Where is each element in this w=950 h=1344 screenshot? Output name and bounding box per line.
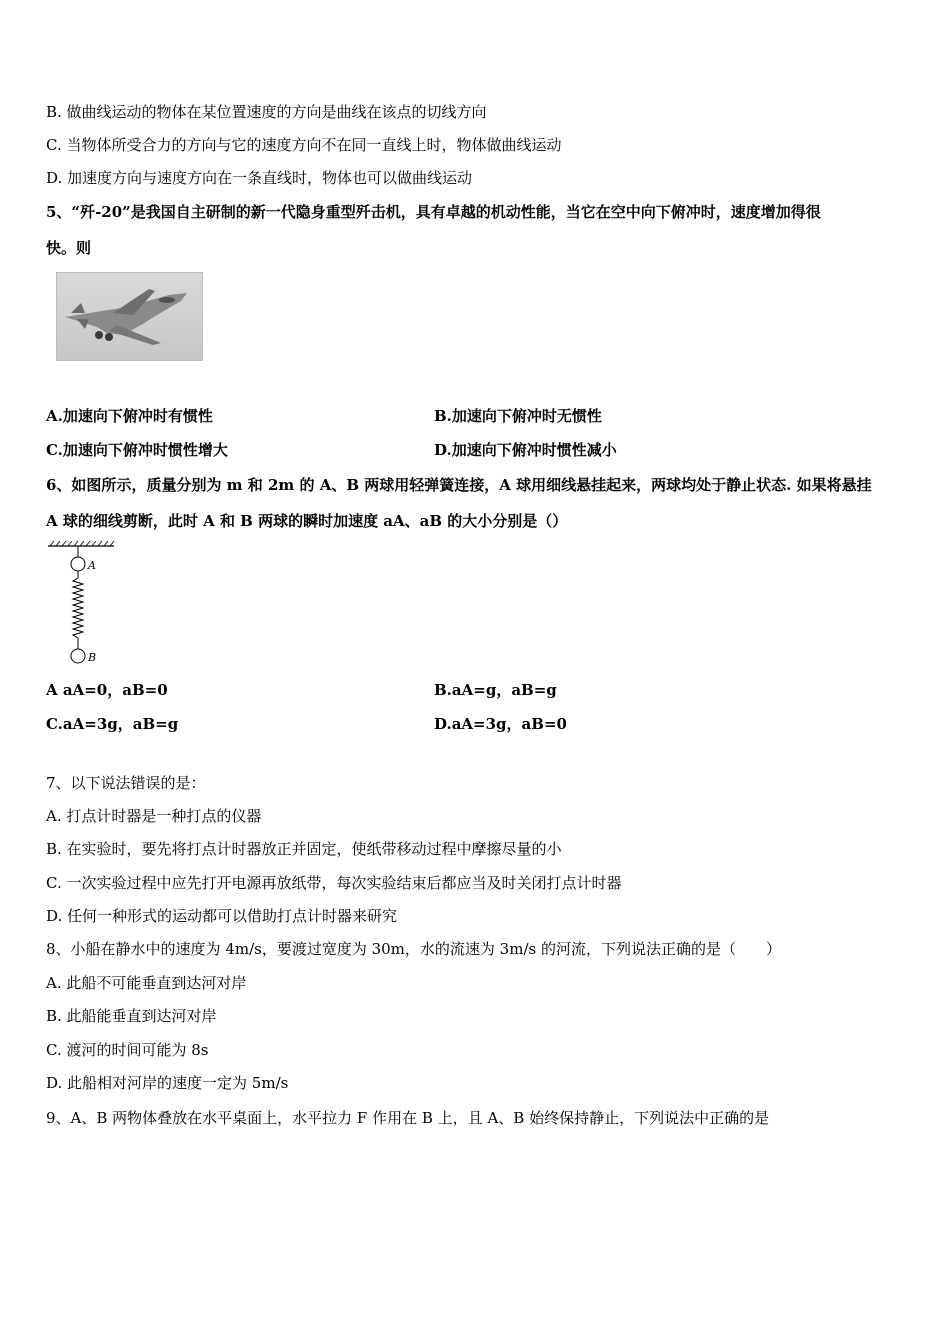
q6-option-b: B.aA=g，aB=g — [434, 681, 557, 699]
q6-option-d: D.aA=3g，aB=0 — [434, 715, 567, 733]
label-ball-b: B — [88, 651, 97, 664]
q6-option-a: A aA=0，aB=0 — [46, 681, 168, 699]
q8-stem: 8、小船在静水中的速度为 4m/s，要渡过宽度为 30m，水的流速为 3m/s 的河流，下列说法正确的是（ ） — [46, 940, 781, 958]
q8-option-d: D. 此船相对河岸的速度一定为 5m/s — [46, 1074, 289, 1092]
q4-option-b: B. 做曲线运动的物体在某位置速度的方向是曲线在该点的切线方向 — [46, 103, 487, 121]
q8-option-b: B. 此船能垂直到达河对岸 — [46, 1007, 217, 1025]
spring-ball-diagram — [46, 540, 126, 670]
fighter-jet-image — [56, 272, 203, 361]
label-ball-a: A — [88, 559, 96, 572]
q4-option-c: C. 当物体所受合力的方向与它的速度方向不在同一直线上时，物体做曲线运动 — [46, 136, 562, 154]
q6-stem-line2: A 球的细线剪断，此时 A 和 B 两球的瞬时加速度 aA、aB 的大小分别是（） — [46, 512, 568, 530]
q8-option-a: A. 此船不可能垂直到达河对岸 — [46, 974, 247, 992]
q5-option-d: D.加速向下俯冲时惯性减小 — [434, 441, 617, 459]
q5-option-a: A.加速向下俯冲时有惯性 — [46, 407, 213, 425]
q9-stem: 9、A、B 两物体叠放在水平桌面上，水平拉力 F 作用在 B 上，且 A、B 始终保持静止，下列说法中正确的是 — [46, 1109, 770, 1127]
q6-option-c: C.aA=3g，aB=g — [46, 715, 179, 733]
q5-stem-line2: 快。则 — [46, 239, 92, 257]
q4-option-d: D. 加速度方向与速度方向在一条直线时，物体也可以做曲线运动 — [46, 169, 473, 187]
q5-option-c: C.加速向下俯冲时惯性增大 — [46, 441, 228, 459]
q7-option-a: A. 打点计时器是一种打点的仪器 — [46, 807, 262, 825]
q7-option-d: D. 任何一种形式的运动都可以借助打点计时器来研究 — [46, 907, 398, 925]
q7-option-b: B. 在实验时，要先将打点计时器放正并固定，使纸带移动过程中摩擦尽量的小 — [46, 840, 562, 858]
q5-stem-line1: 5、“歼-20”是我国自主研制的新一代隐身重型歼击机，具有卓越的机动性能，当它在空中向下俯冲时，速度增加得很 — [46, 203, 821, 221]
q5-option-b: B.加速向下俯冲时无惯性 — [434, 407, 602, 425]
q8-option-c: C. 渡河的时间可能为 8s — [46, 1041, 209, 1059]
q7-stem: 7、以下说法错误的是： — [46, 774, 206, 792]
q7-option-c: C. 一次实验过程中应先打开电源再放纸带，每次实验结束后都应当及时关闭打点计时器 — [46, 874, 622, 892]
q6-stem-line1: 6、如图所示，质量分别为 m 和 2m 的 A、B 两球用轻弹簧连接，A 球用细线悬挂起来，两球均处于静止状态. 如果将悬挂 — [46, 476, 872, 494]
